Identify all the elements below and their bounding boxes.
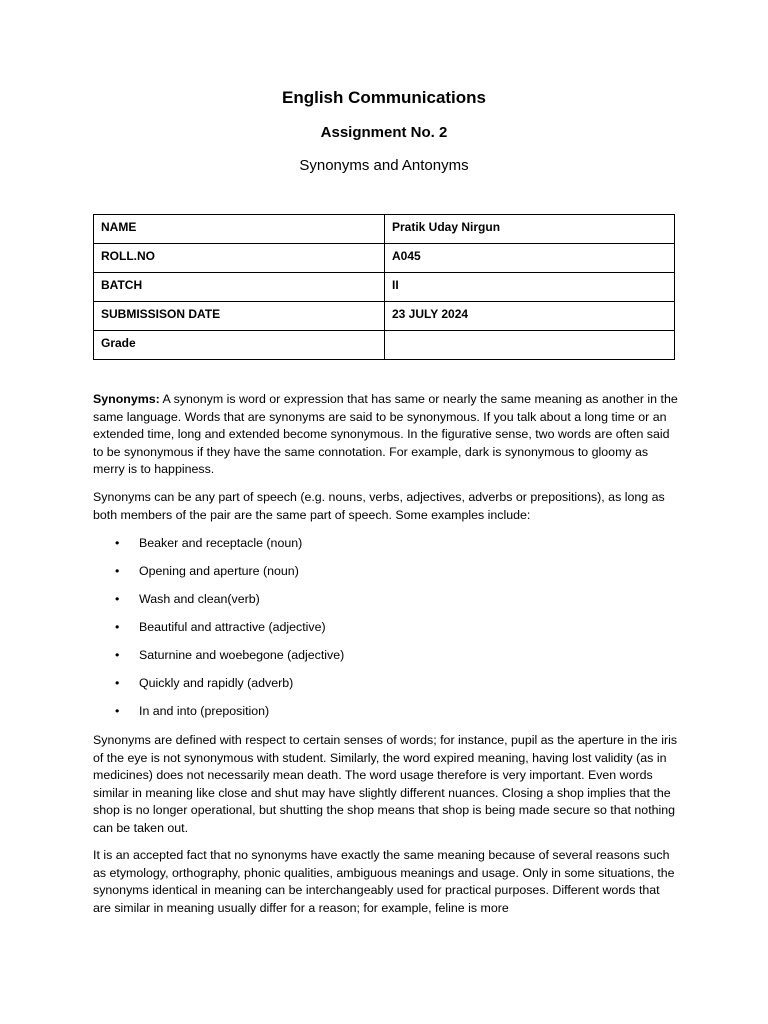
- example-text: Quickly and rapidly (adverb): [139, 676, 294, 690]
- bullet-icon: •: [115, 704, 120, 718]
- info-label: ROLL.NO: [94, 244, 385, 273]
- info-value: A045: [385, 244, 675, 273]
- student-info-table: [93, 214, 675, 360]
- table-row: [94, 273, 675, 302]
- list-item: [93, 703, 344, 731]
- table-row: [94, 215, 675, 244]
- no-exact-synonyms-paragraph: It is an accepted fact that no synonyms have exactly the same meaning because of several reasons such as etymology, orthography, phonic qualities, ambiguous meanings and usage. Only in some situations, the synonyms identical in meaning can be interchangeably used for practical purposes. Different words that are similar in meaning usually differ for a reason; for example, feline is more: [93, 848, 675, 915]
- example-text: In and into (preposition): [139, 704, 270, 718]
- table-row: [94, 302, 675, 331]
- word-senses-paragraph: Synonyms are defined with respect to certain senses of words; for instance, pupil as the aperture in the iris of the eye is not synonymous with student. Similarly, the word expired meaning, having lost validity (as in medicines) does not necessarily mean death. The word usage therefore is very important. Even words similar in meaning like close and shut may have slightly different nuances. Closing a shop implies that the shop is no longer operational, but shutting the shop means that shop is being made secure so that nothing can be taken out.: [93, 733, 678, 835]
- list-item: [93, 675, 344, 703]
- bullet-icon: •: [115, 676, 120, 690]
- list-item: [93, 535, 344, 563]
- example-text: Wash and clean(verb): [139, 592, 260, 606]
- synonyms-definition-text: A synonym is word or expression that has same or nearly the same meaning as another in the same language. Words that are synonyms are said to be synonymous. If you talk about a long time or an extended time, long and extended become synonymous. In the figurative sense, two words are often said to be synonymous if they have the same connotation. For example, dark is synonymous to gloomy as merry is to happiness.: [93, 392, 678, 476]
- info-label: BATCH: [94, 273, 385, 302]
- table-row: [94, 331, 675, 360]
- info-value: II: [385, 273, 675, 302]
- list-item: [93, 619, 344, 647]
- info-label: NAME: [94, 215, 385, 244]
- info-label: SUBMISSISON DATE: [94, 302, 385, 331]
- example-text: Opening and aperture (noun): [139, 564, 299, 578]
- table-row: [94, 244, 675, 273]
- info-value: Pratik Uday Nirgun: [385, 215, 675, 244]
- synonyms-definition-paragraph: [93, 391, 678, 479]
- assignment-topic: Synonyms and Antonyms: [299, 157, 469, 174]
- info-value: 23 JULY 2024: [385, 302, 675, 331]
- bullet-icon: •: [115, 620, 120, 634]
- example-text: Beautiful and attractive (adjective): [139, 620, 326, 634]
- synonyms-lead: Synonyms:: [93, 392, 160, 406]
- document-title: English Communications: [281, 88, 487, 107]
- info-value: [385, 331, 675, 360]
- example-text: Saturnine and woebegone (adjective): [139, 648, 345, 662]
- list-item: [93, 563, 344, 591]
- bullet-icon: •: [115, 648, 120, 662]
- synonym-examples-list: [93, 535, 344, 731]
- bullet-icon: •: [115, 536, 120, 550]
- assignment-number: Assignment No. 2: [320, 124, 448, 141]
- info-label: Grade: [94, 331, 385, 360]
- list-item: [93, 591, 344, 619]
- parts-of-speech-paragraph: Synonyms can be any part of speech (e.g. nouns, verbs, adjectives, adverbs or prepositions), as long as both members of the pair are the same part of speech. Some examples include:: [93, 490, 665, 522]
- bullet-icon: •: [115, 592, 120, 606]
- example-text: Beaker and receptacle (noun): [139, 536, 303, 550]
- list-item: [93, 647, 344, 675]
- bullet-icon: •: [115, 564, 120, 578]
